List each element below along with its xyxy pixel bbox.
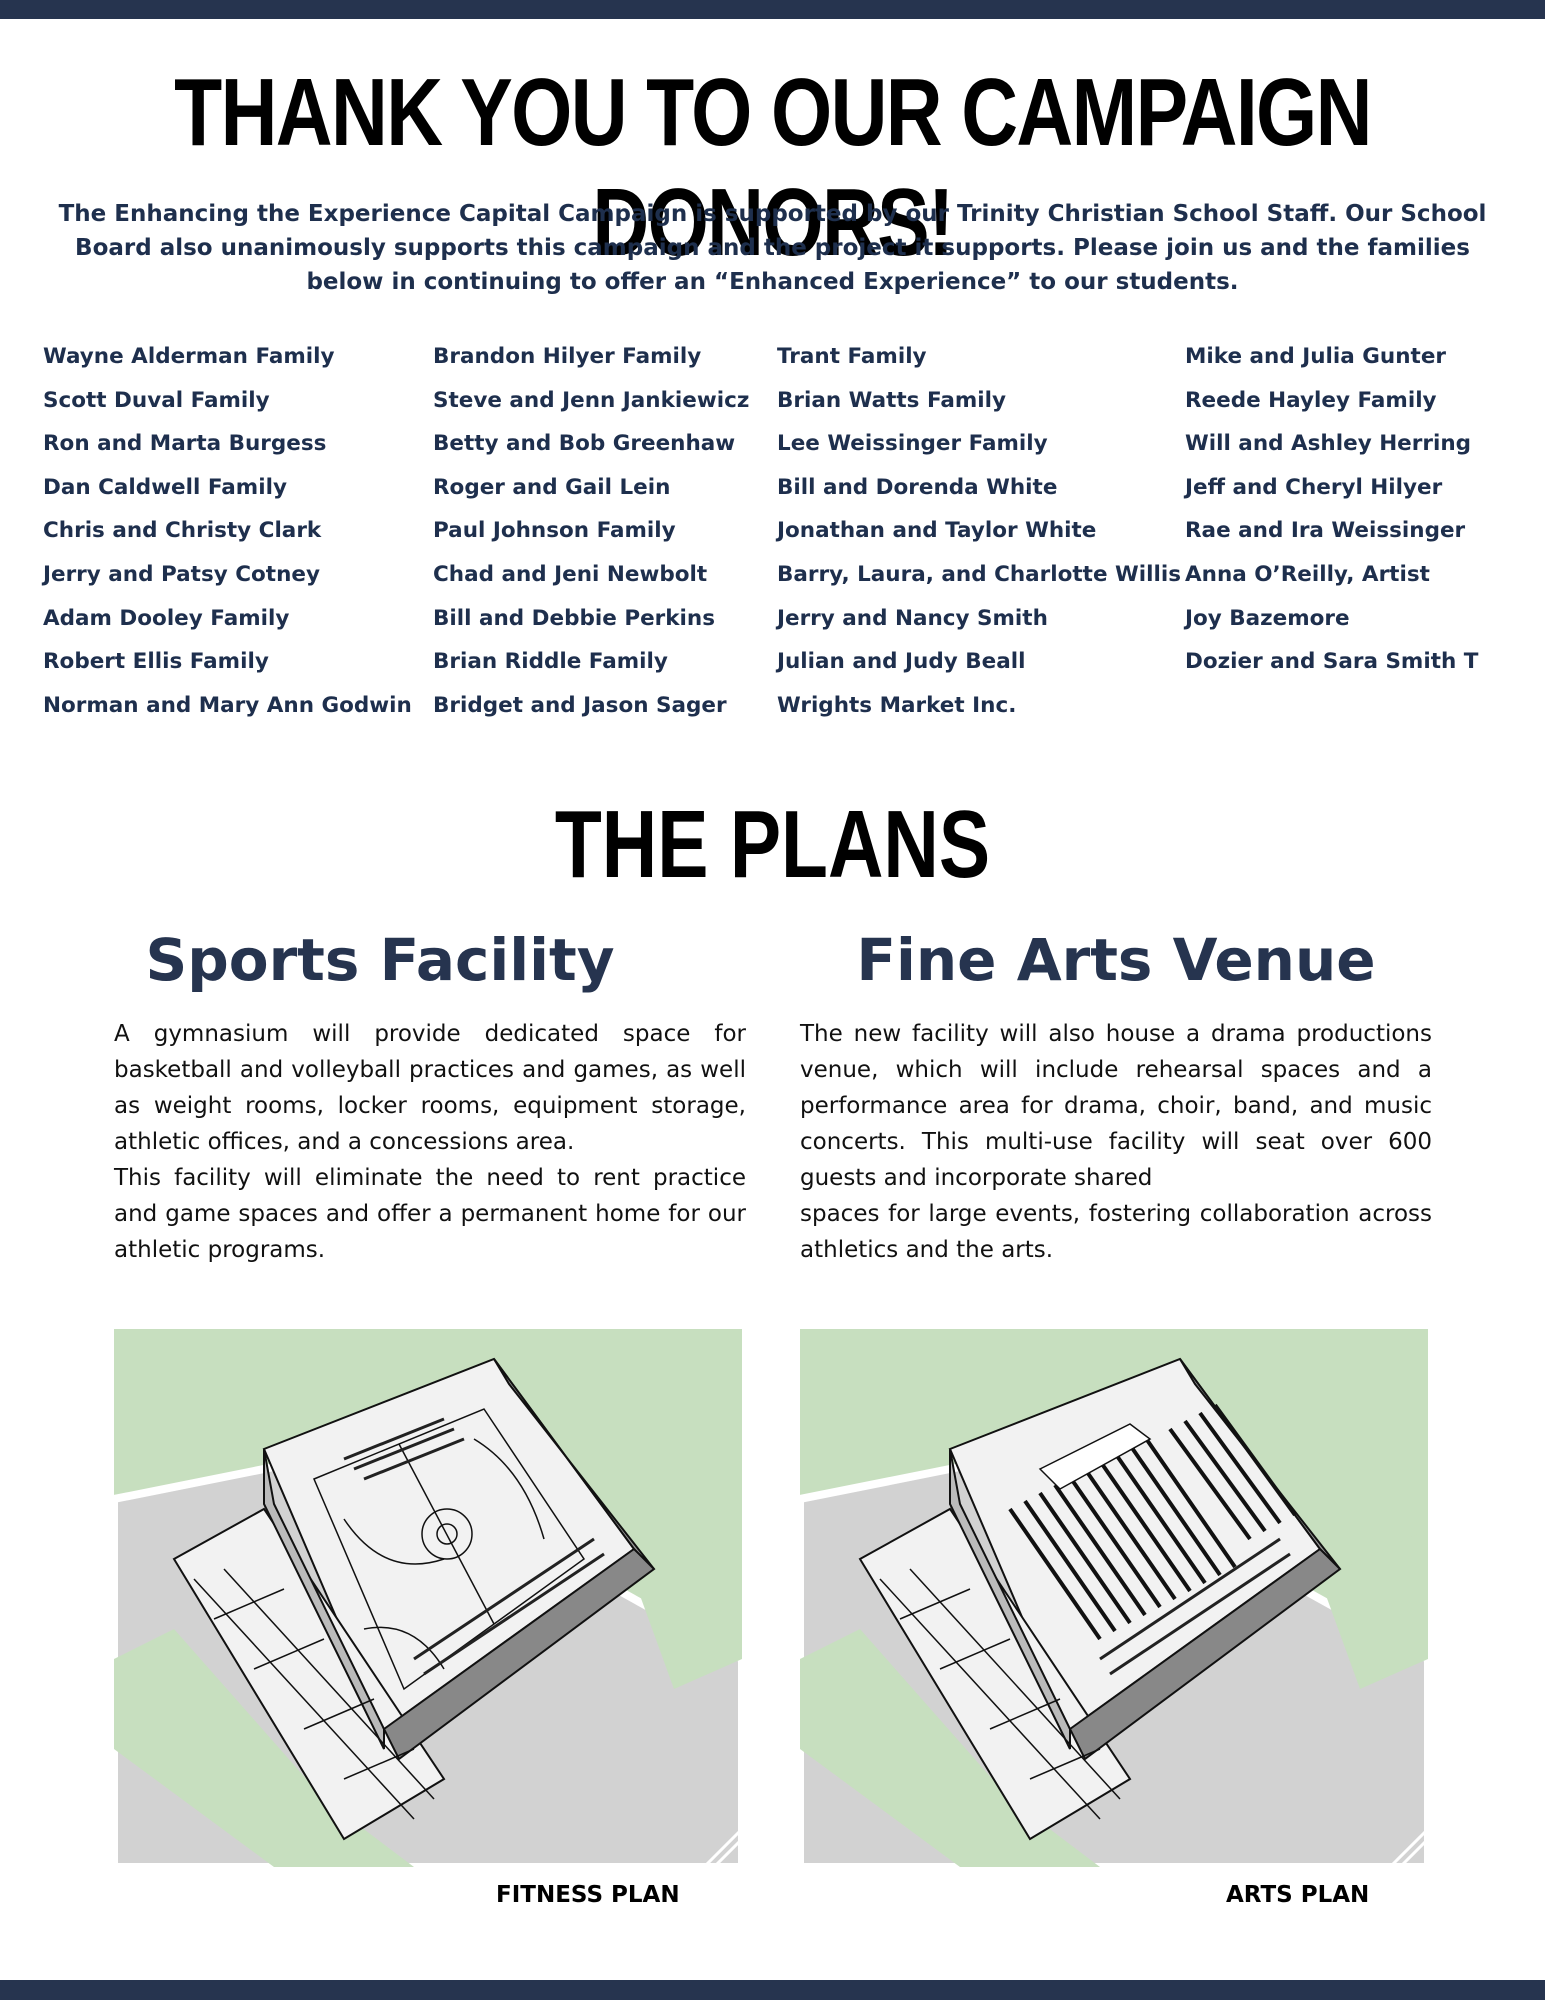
donor-name: Bill and Dorenda White	[777, 474, 1058, 500]
donor-name: Joy Bazemore	[1185, 605, 1350, 631]
donor-column-2	[433, 335, 749, 727]
donor-name: Jonathan and Taylor White	[777, 518, 1097, 544]
donor-name: Jerry and Nancy Smith	[777, 605, 1048, 631]
arts-plan-caption: ARTS PLAN	[1226, 1882, 1370, 1908]
donor-name: Mike and Julia Gunter	[1185, 344, 1447, 369]
page-title: THANK YOU TO OUR CAMPAIGN DONORS!	[174, 59, 1371, 276]
donor-name: Jeff and Cheryl Hilyer	[1185, 474, 1443, 500]
donor-name: Lee Weissinger Family	[777, 431, 1048, 457]
donor-name: Steve and Jenn Jankiewicz	[433, 387, 750, 413]
donor-name: Wrights Market Inc.	[777, 692, 1017, 718]
plans-heading: THE PLANS	[554, 791, 991, 898]
donor-name: Dozier and Sara Smith T	[1185, 649, 1479, 675]
auditorium-3d-plan-illustration	[800, 1329, 1428, 1867]
arts-paragraph-2: spaces for large events, fostering collaboration across athletics and the arts.	[800, 1201, 1432, 1263]
donor-name: Norman and Mary Ann Godwin	[43, 692, 412, 718]
arts-plan-image	[800, 1329, 1428, 1867]
donor-name: Brandon Hilyer Family	[433, 344, 702, 369]
fine-arts-heading: Fine Arts Venue	[856, 926, 1376, 994]
donor-name: Robert Ellis Family	[43, 649, 269, 675]
donor-name: Chris and Christy Clark	[43, 518, 322, 544]
sports-facility-heading: Sports Facility	[145, 926, 615, 994]
bottom-border-bar	[0, 1980, 1545, 2000]
donor-name: Bridget and Jason Sager	[433, 692, 727, 718]
donor-name: Trant Family	[777, 344, 927, 369]
donor-name: Wayne Alderman Family	[43, 344, 335, 369]
sports-facility-description	[114, 1016, 746, 1268]
fitness-plan-caption: FITNESS PLAN	[496, 1882, 680, 1908]
donor-column-4	[1185, 335, 1478, 684]
donor-name: Anna O’Reilly, Artist	[1185, 561, 1430, 587]
donor-name: Bill and Debbie Perkins	[433, 605, 716, 631]
donor-name: Brian Watts Family	[777, 387, 1007, 413]
sports-paragraph-1: A gymnasium will provide dedicated space for basketball and volleyball practices and games, as well as weight rooms, locker rooms, equipment storage, athletic offices, and a concessions area.	[114, 1021, 746, 1155]
donor-name: Jerry and Patsy Cotney	[43, 561, 320, 587]
donor-name: Paul Johnson Family	[433, 518, 676, 544]
donor-name: Betty and Bob Greenhaw	[433, 431, 736, 457]
donor-name: Julian and Judy Beall	[777, 649, 1026, 675]
donor-column-1	[43, 335, 412, 727]
donor-name: Brian Riddle Family	[433, 649, 668, 675]
donor-name: Dan Caldwell Family	[43, 474, 287, 500]
top-border-bar	[0, 0, 1545, 19]
intro-paragraph: The Enhancing the Experience Capital Campaign is supported by our Trinity Christian School Staff. Our School Board also unanimously supports this campaign and the project it supports. Please join us and the families below in continuing to offer an “Enhanced Experience” to our students.	[58, 201, 1487, 295]
sports-paragraph-2: This facility will eliminate the need to rent practice and game spaces and offer a permanent home for our athletic programs.	[114, 1165, 746, 1263]
donor-name: Will and Ashley Herring	[1185, 431, 1472, 457]
donor-name: Scott Duval Family	[43, 387, 270, 413]
gymnasium-3d-plan-illustration	[114, 1329, 742, 1867]
donor-name: Adam Dooley Family	[43, 605, 290, 631]
donor-name: Barry, Laura, and Charlotte Willis	[777, 561, 1182, 587]
fitness-plan-image	[114, 1329, 742, 1867]
donor-name: Rae and Ira Weissinger	[1185, 518, 1466, 544]
donor-name: Reede Hayley Family	[1185, 387, 1437, 413]
donor-name: Roger and Gail Lein	[433, 474, 671, 500]
donor-name: Ron and Marta Burgess	[43, 431, 327, 457]
donor-column-3	[777, 335, 1181, 727]
donor-name: Chad and Jeni Newbolt	[433, 561, 708, 587]
arts-paragraph-1: The new facility will also house a drama productions venue, which will include rehearsal spaces and a performance area for drama, choir, band, and music concerts. This multi-use facility will seat over 600 guests and incorporate shared	[800, 1021, 1432, 1191]
fine-arts-description	[800, 1016, 1432, 1268]
